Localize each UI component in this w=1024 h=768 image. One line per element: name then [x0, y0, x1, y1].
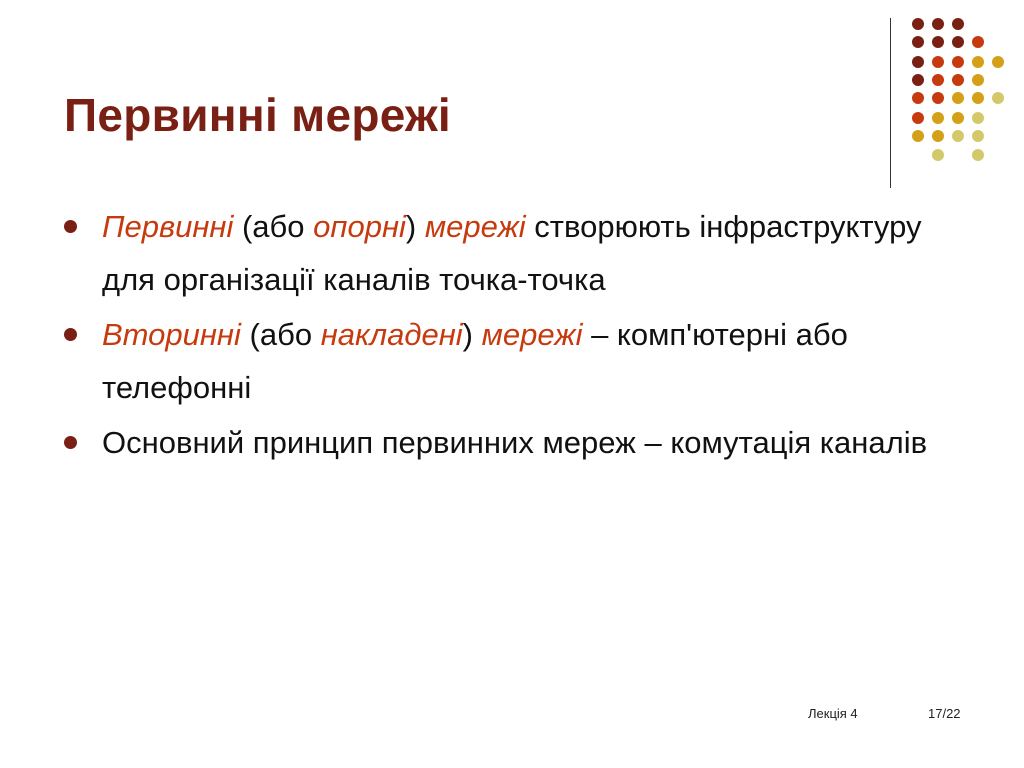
decorative-dot [972, 92, 984, 104]
decorative-dot [932, 149, 944, 161]
decorative-dot [932, 112, 944, 124]
decorative-dot [952, 56, 964, 68]
emphasized-term: Первинні [102, 209, 234, 244]
decorative-dot [952, 74, 964, 86]
bullet-text-run: ) [405, 209, 425, 244]
decorative-dot [912, 36, 924, 48]
decorative-dot [952, 18, 964, 30]
decorative-dot [952, 112, 964, 124]
decorative-dot [932, 18, 944, 30]
emphasized-term: опорні [313, 209, 406, 244]
emphasized-term: мережі [424, 209, 526, 244]
emphasized-term: Вторинні [102, 317, 241, 352]
decorative-dot [912, 74, 924, 86]
decorative-dot [952, 92, 964, 104]
bullet-marker [64, 328, 77, 341]
decorative-dot [912, 18, 924, 30]
decorative-dot [972, 149, 984, 161]
decorative-dot [932, 92, 944, 104]
decorative-dot [932, 74, 944, 86]
decorative-dot [912, 112, 924, 124]
bullet-text [102, 317, 848, 405]
bullet-item-principle [64, 416, 944, 469]
decorative-dot [972, 112, 984, 124]
bullet-item-secondary-networks [64, 308, 944, 414]
bullet-text-run: (або [240, 317, 321, 352]
bullet-text-run: створюють інфраструктуру для організації каналів точка-точка [102, 209, 922, 297]
decorative-dot [972, 74, 984, 86]
footer-lecture-label: Лекція 4 [808, 706, 858, 721]
bullet-item-primary-networks [64, 200, 944, 306]
slide-title: Первинні мережі [64, 89, 452, 141]
decorative-dot [932, 36, 944, 48]
bullet-text-run: (або [233, 209, 314, 244]
bullet-list [64, 200, 944, 471]
bullet-text-run: ) [462, 317, 482, 352]
bullet-text [102, 425, 927, 460]
decorative-dot [932, 130, 944, 142]
decorative-dot [952, 130, 964, 142]
bullet-text-run: Основний принцип первинних мереж – комутація каналів [102, 425, 928, 460]
decorative-dot [932, 56, 944, 68]
bullet-marker [64, 436, 77, 449]
decorative-dot [972, 56, 984, 68]
decorative-dot [972, 130, 984, 142]
decorative-dot [912, 130, 924, 142]
emphasized-term: мережі [481, 317, 583, 352]
decorative-divider [890, 18, 891, 188]
decorative-dot [992, 92, 1004, 104]
bullet-text-run: – комп'ютерні або телефонні [102, 317, 848, 405]
bullet-text [102, 209, 921, 297]
footer-page-number: 17/22 [928, 706, 961, 721]
decorative-dot [972, 36, 984, 48]
decorative-dot [912, 92, 924, 104]
emphasized-term: накладені [320, 317, 463, 352]
decorative-dot [912, 56, 924, 68]
bullet-marker [64, 220, 77, 233]
decorative-dot [952, 36, 964, 48]
decorative-dot [992, 56, 1004, 68]
